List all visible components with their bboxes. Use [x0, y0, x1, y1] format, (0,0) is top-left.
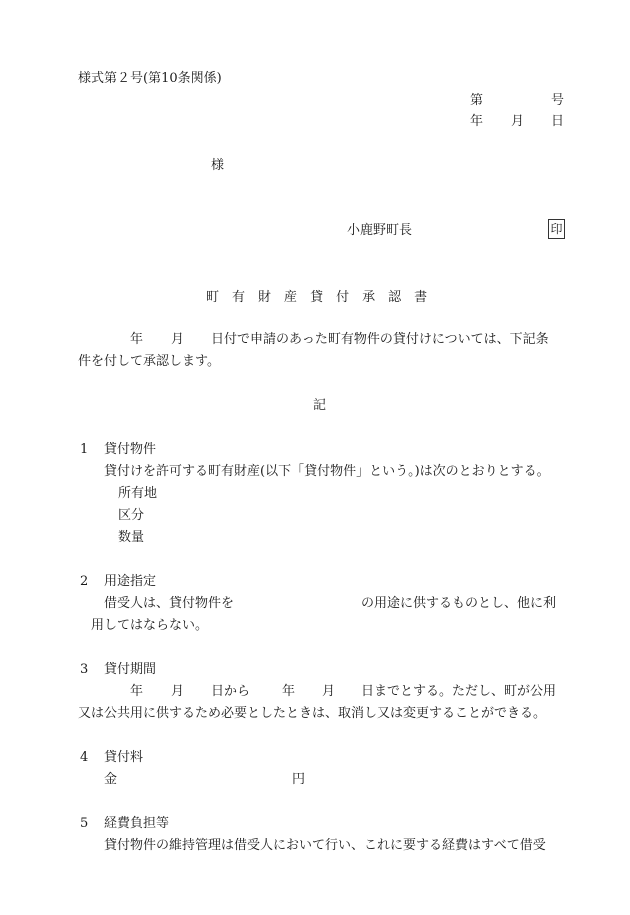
intro-month: 月 [171, 332, 185, 347]
title-char: 有 [232, 290, 246, 305]
intro-line2: 件を付して承認します。 [78, 354, 220, 369]
section-3-year: 年 [130, 684, 144, 699]
section-3-month2: 月 [322, 684, 336, 699]
section-3-from: 日から [211, 684, 251, 699]
title-char: 町 [206, 290, 220, 305]
section-3-month: 月 [171, 684, 185, 699]
intro-line1: 日付で申請のあった町有物件の貸付けについては、下記条 [211, 332, 549, 347]
section-3-number: 3 [80, 662, 89, 677]
section-1-item: 所有地 [118, 486, 158, 501]
title-char: 認 [388, 290, 402, 305]
seal-mark: 印 [548, 219, 565, 239]
date-day: 日 [551, 114, 565, 129]
title-char: 貸 [310, 290, 324, 305]
section-2-heading: 用途指定 [104, 574, 157, 589]
section-2-line2: 用してはならない。 [91, 618, 209, 633]
addressee-suffix: 様 [211, 158, 225, 173]
issuer-name: 小鹿野町長 [347, 223, 413, 238]
section-5-number: 5 [80, 816, 89, 831]
section-3-line2: 又は公共用に供するため必要としたときは、取消し又は変更することができる。 [78, 706, 547, 721]
section-1-text: 貸付けを許可する町有財産(以下「貸付物件」という。)は次のとおりとする。 [104, 464, 550, 479]
doc-number-prefix: 第 [470, 93, 484, 108]
section-3-until: 日までとする。ただし、町が公用 [361, 684, 557, 699]
document-title [206, 291, 440, 304]
title-char: 承 [362, 290, 376, 305]
date-month: 月 [511, 114, 525, 129]
ki-mark: 記 [313, 398, 327, 413]
section-1-heading: 貸付物件 [104, 442, 157, 457]
section-2-line1a: 借受人は、貸付物件を [104, 596, 235, 611]
section-1-number: 1 [80, 442, 89, 457]
section-3-heading: 貸付期間 [104, 662, 157, 677]
form-number: 様式第２号(第10条関係) [78, 71, 222, 86]
section-5-heading: 経費負担等 [104, 816, 170, 831]
section-1-item: 区分 [118, 508, 145, 523]
section-1-item: 数量 [118, 530, 145, 545]
title-char: 書 [414, 290, 428, 305]
title-char: 付 [336, 290, 350, 305]
section-5-text: 貸付物件の維持管理は借受人において行い、これに要する経費はすべて借受 [104, 838, 546, 853]
title-char: 産 [284, 290, 298, 305]
section-4-kin: 金 [104, 772, 118, 787]
section-3-year2: 年 [282, 684, 296, 699]
section-4-yen: 円 [292, 772, 306, 787]
title-char: 財 [258, 290, 272, 305]
section-2-line1b: の用途に供するものとし、他に利 [361, 596, 557, 611]
doc-number-suffix: 号 [551, 93, 565, 108]
intro-year: 年 [130, 332, 144, 347]
section-4-heading: 貸付料 [104, 750, 144, 765]
section-2-number: 2 [80, 574, 89, 589]
section-4-number: 4 [80, 750, 89, 765]
date-year: 年 [470, 114, 484, 129]
